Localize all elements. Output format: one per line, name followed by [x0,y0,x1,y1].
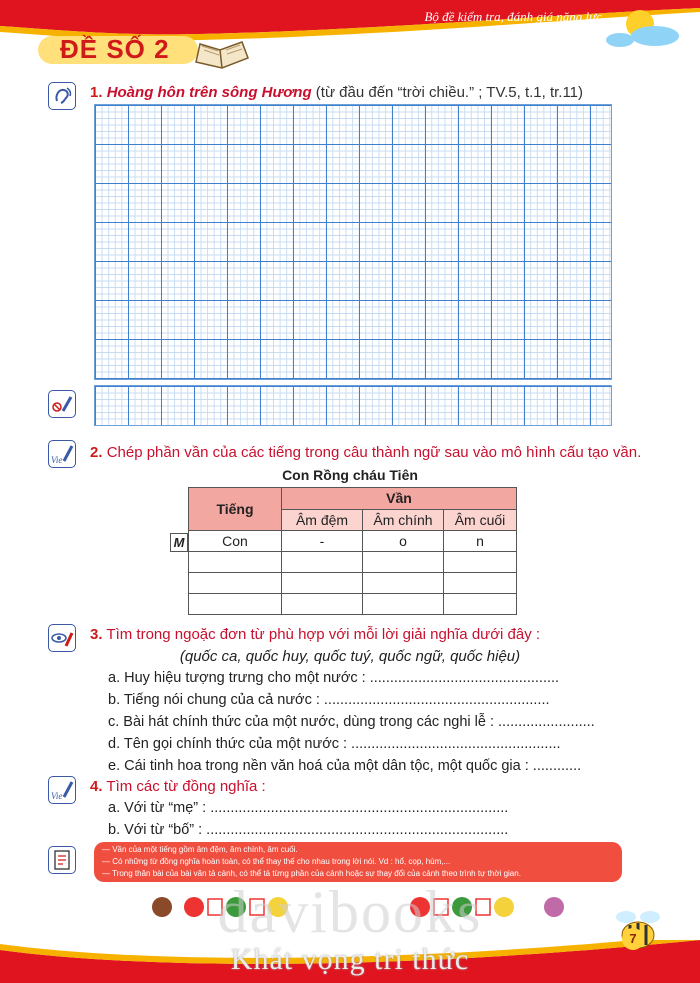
rhyme-table [188,487,517,615]
sample-am-cuoi: n [444,531,517,552]
idiom-phrase: Con Rồng cháu Tiên [282,467,418,483]
q3-item-a[interactable]: a. Huy hiệu tượng trưng cho một nước : ............................................... [108,670,560,686]
q4-heading [90,778,266,795]
page-number: 7 [622,928,644,950]
table-row[interactable] [189,594,517,615]
vocabulary-pen-icon [48,440,76,468]
book-title: Tiếng Việt 5, tập 1 [507,27,602,42]
q3-number: 3. [90,626,103,643]
q3-item-c[interactable]: c. Bài hát chính thức của một nước, dùng trong các nghi lễ : ........................ [108,714,595,730]
svg-text:Vie: Vie [51,791,63,801]
q2-heading [90,444,641,461]
q3-item-d[interactable]: d. Tên gọi chính thức của một nước : .................................................... [108,736,561,752]
series-title: Bộ đề kiểm tra, đánh giá năng lực [424,9,602,24]
q4-item-a[interactable]: a. Với từ “mẹ” : .......................................................................... [108,800,509,816]
note-line: — Có những từ đồng nghĩa hoàn toàn, có thể thay thế cho nhau trong lời nói. Vd : hổ, cọp, hùm,... [102,857,451,866]
q1-heading [90,84,583,101]
sample-row-label: M [170,533,188,552]
q3-text: Tìm trong ngoặc đơn từ phù hợp với mỗi lời giải nghĩa dưới đây : [106,626,541,643]
test-label: ĐỀ SỐ 2 [60,34,170,64]
note-line: — Vần của một tiếng gồm âm đệm, âm chính, âm cuối. [102,845,298,854]
spelling-grid[interactable] [94,385,612,426]
q3-item-b[interactable]: b. Tiếng nói chung của cả nước : ........................................................ [108,692,550,708]
q1-reference: (từ đầu đến “trời chiều.” ; TV.5, t.1, tr.11) [315,84,584,101]
sample-am-dem: - [282,531,363,552]
header-titles [424,8,602,44]
q2-number: 2. [90,444,103,461]
sample-tieng: Con [189,531,282,552]
note-line: — Trong thân bài của bài văn tả cảnh, có thể tả từng phần của cảnh hoặc sự thay đổi của cảnh theo trình tự thời gian. [102,869,521,878]
col-van-header: Vần [282,488,517,510]
table-row[interactable] [189,552,517,573]
q1-number: 1. [90,84,103,101]
q2-text: Chép phần vần của các tiếng trong câu thành ngữ sau vào mô hình cấu tạo vần. [106,444,642,461]
vocabulary-pen-icon [48,776,76,804]
q4-number: 4. [90,778,103,795]
writing-grid[interactable] [94,104,612,380]
table-row[interactable] [189,573,517,594]
col-tieng-header: Tiếng [189,488,282,531]
watermark-brand: davibooks [217,879,483,945]
word-options: (quốc ca, quốc huy, quốc tuý, quốc ngữ, quốc hiệu) [179,648,521,665]
notes-box [94,842,622,882]
notes-document-icon [48,846,76,874]
col-am-dem-header: Âm đệm [282,509,363,531]
table-row [189,531,517,552]
watermark-slogan: Khát vọng tri thức [230,943,470,976]
listening-icon [48,82,76,110]
spelling-check-icon [48,390,76,418]
svg-text:Vie: Vie [51,455,63,465]
q3-heading [90,626,540,643]
q1-title: Hoàng hôn trên sông Hương [106,84,312,101]
sample-am-chinh: o [363,531,444,552]
q4-text: Tìm các từ đồng nghĩa : [106,778,266,795]
open-book-icon [192,28,252,72]
col-am-cuoi-header: Âm cuối [444,509,517,531]
q3-item-e[interactable]: e. Cái tinh hoa trong nền văn hoá của một dân tộc, một quốc gia : ............ [108,758,582,774]
col-am-chinh-header: Âm chính [363,509,444,531]
q4-item-b[interactable]: b. Với từ “bố” : ........................................................................... [108,822,509,838]
